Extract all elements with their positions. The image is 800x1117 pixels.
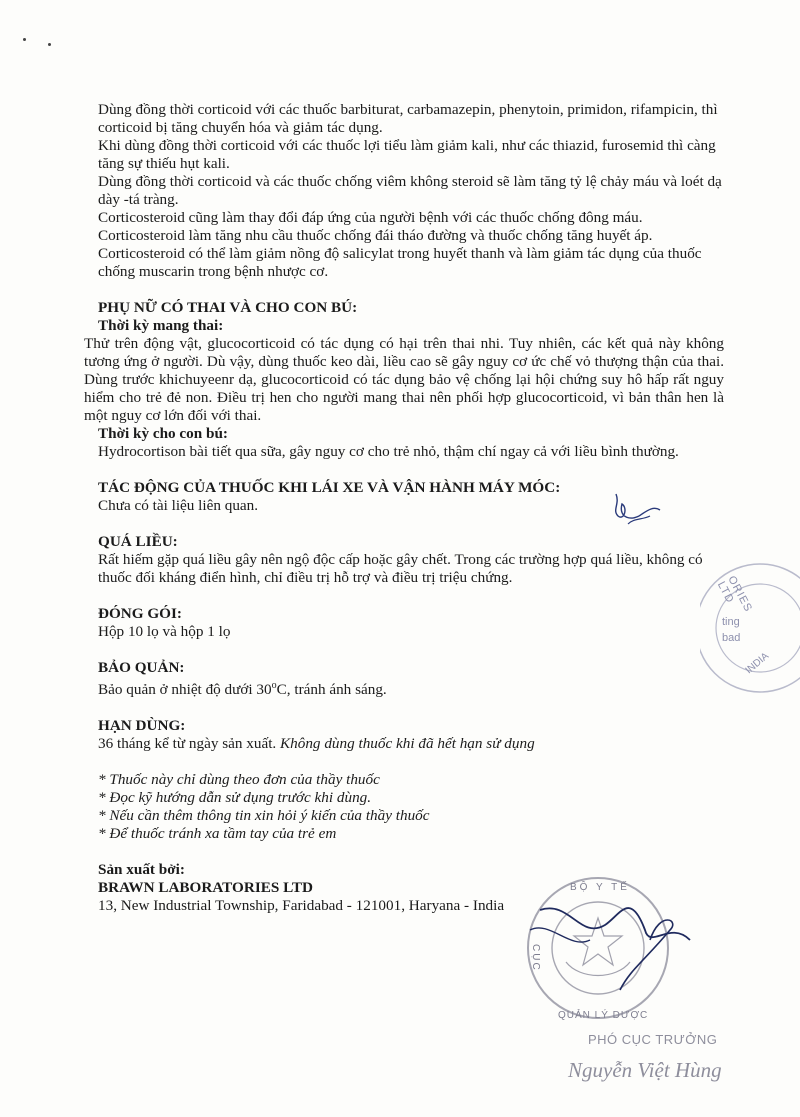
warning-line: * Đọc kỹ hướng dẫn sử dụng trước khi dùng.: [98, 789, 372, 807]
pregnancy-subheading: Thời kỳ mang thai:: [98, 317, 224, 334]
storage-text: [84, 677, 724, 699]
interaction-paragraph: Dùng đồng thời corticoid và các thuốc chống viêm không steroid sẽ làm tăng tỷ lệ chảy máu và loét dạ dày -tá tràng.: [98, 173, 722, 208]
overdose-heading: QUÁ LIỀU:: [98, 533, 178, 550]
pregnancy-heading: PHỤ NỮ CÓ THAI VÀ CHO CON BÚ:: [98, 299, 358, 316]
expiry-section: [84, 717, 724, 753]
seal-text-left: CỤC: [530, 944, 541, 972]
storage-text-main: Bảo quản ở nhiệt độ dưới 30: [98, 681, 272, 699]
pregnancy-text: Thử trên động vật, glucocorticoid có tác dụng có hại trên thai nhi. Tuy nhiên, các kết quả này không tương ứng ở người. Dù vậy, dùng thuốc keo dài, liều cao sẽ gây nguy cơ ức chế vỏ thượng thận của thai. Dùng trước khichuyeenr dạ, glucocorticoid có tác dụng bảo vệ chống lại hội chứng suy hô hấp rất nguy hiểm cho trẻ đẻ non. Điều trị hen cho người mang thai nên phối hợp glucocorticoid, vì bản thân hen là một nguy cơ lớn đối với thai.: [84, 335, 724, 424]
driving-heading: TÁC ĐỘNG CỦA THUỐC KHI LÁI XE VÀ VẬN HÀNH MÁY MÓC:: [98, 479, 561, 496]
company-stamp-text: ting: [722, 616, 740, 628]
signatory-block: [560, 1032, 760, 1112]
company-stamp-text: INDIA: [743, 650, 772, 677]
overdose-text: Rất hiếm gặp quá liều gây nên ngộ độc cấp hoặc gây chết. Trong các trường hợp quá liều, không có thuốc đối kháng điển hình, chỉ điều trị hỗ trợ và điều trị triệu chứng.: [98, 551, 703, 586]
lactation-subheading: Thời kỳ cho con bú:: [98, 425, 228, 442]
manufacturer-address: 13, New Industrial Township, Faridabad - 121001, Haryana - India: [98, 897, 505, 915]
interaction-paragraph: Dùng đồng thời corticoid với các thuốc barbiturat, carbamazepin, phenytoin, primidon, rifampicin, thì corticoid bị tăng chuyển hóa và giảm tác dụng.: [98, 101, 718, 136]
packaging-section: [84, 605, 724, 641]
expiry-heading: HẠN DÙNG:: [98, 717, 186, 735]
expiry-warning: Không dùng thuốc khi đã hết hạn sử dụng: [280, 735, 535, 753]
warning-line: * Nếu cần thêm thông tin xin hỏi ý kiến của thầy thuốc: [98, 807, 430, 825]
manufacturer-name: BRAWN LABORATORIES LTD: [98, 879, 313, 897]
warnings-section: [84, 771, 724, 843]
scan-speck: [23, 38, 26, 41]
drug-interactions-section: [84, 101, 724, 281]
storage-heading: BẢO QUẢN:: [98, 659, 185, 676]
warning-line: * Để thuốc tránh xa tầm tay của trẻ em: [98, 825, 337, 843]
signatory-title: PHÓ CỤC TRƯỞNG: [588, 1032, 718, 1047]
warning-line: * Thuốc này chỉ dùng theo đơn của thầy thuốc: [98, 771, 380, 789]
signatory-name: Nguyễn Việt Hùng: [568, 1058, 722, 1082]
company-stamp: [700, 550, 800, 700]
official-seal: [510, 870, 700, 1040]
expiry-text: [84, 735, 724, 753]
interaction-paragraph: Corticosteroid làm tăng nhu cầu thuốc chống đái tháo đường và thuốc chống tăng huyết áp.: [98, 227, 653, 244]
packaging-heading: ĐÓNG GÓI:: [98, 605, 182, 622]
pregnancy-section: [84, 299, 724, 461]
storage-text-tail: C, tránh ánh sáng.: [276, 681, 387, 699]
manufacturer-label: Sản xuất bởi:: [98, 861, 185, 879]
company-stamp-text: ORIES LTD: [714, 574, 755, 615]
overdose-section: [84, 533, 724, 587]
seal-text-bottom: QUẢN LÝ DƯỢC: [558, 1010, 649, 1021]
company-stamp-text: bad: [722, 632, 741, 644]
storage-section: [84, 659, 724, 699]
seal-text-top: BỘ Y TẾ: [570, 882, 630, 893]
degree-symbol: o: [271, 680, 277, 691]
scan-speck: [48, 43, 51, 46]
packaging-text: Hộp 10 lọ và hộp 1 lọ: [98, 623, 231, 640]
lactation-text: Hydrocortison bài tiết qua sữa, gây nguy cơ cho trẻ nhỏ, thậm chí ngay cả với liều bình thường.: [98, 443, 679, 460]
initials-signature-icon: [598, 488, 668, 538]
interaction-paragraph: Corticosteroid có thể làm giảm nồng độ salicylat trong huyết thanh và làm giảm tác dụng của thuốc chống muscarin trong bệnh nhược cơ.: [98, 245, 702, 280]
interaction-paragraph: Khi dùng đồng thời corticoid với các thuốc lợi tiểu làm giảm kali, như các thiazid, furosemid thì càng tăng sự thiếu hụt kali.: [98, 137, 716, 172]
interaction-paragraph: Corticosteroid cũng làm thay đổi đáp ứng của người bệnh với các thuốc chống đông máu.: [98, 209, 643, 226]
driving-text: Chưa có tài liệu liên quan.: [98, 497, 259, 514]
expiry-text-main: 36 tháng kể từ ngày sản xuất.: [98, 735, 277, 753]
